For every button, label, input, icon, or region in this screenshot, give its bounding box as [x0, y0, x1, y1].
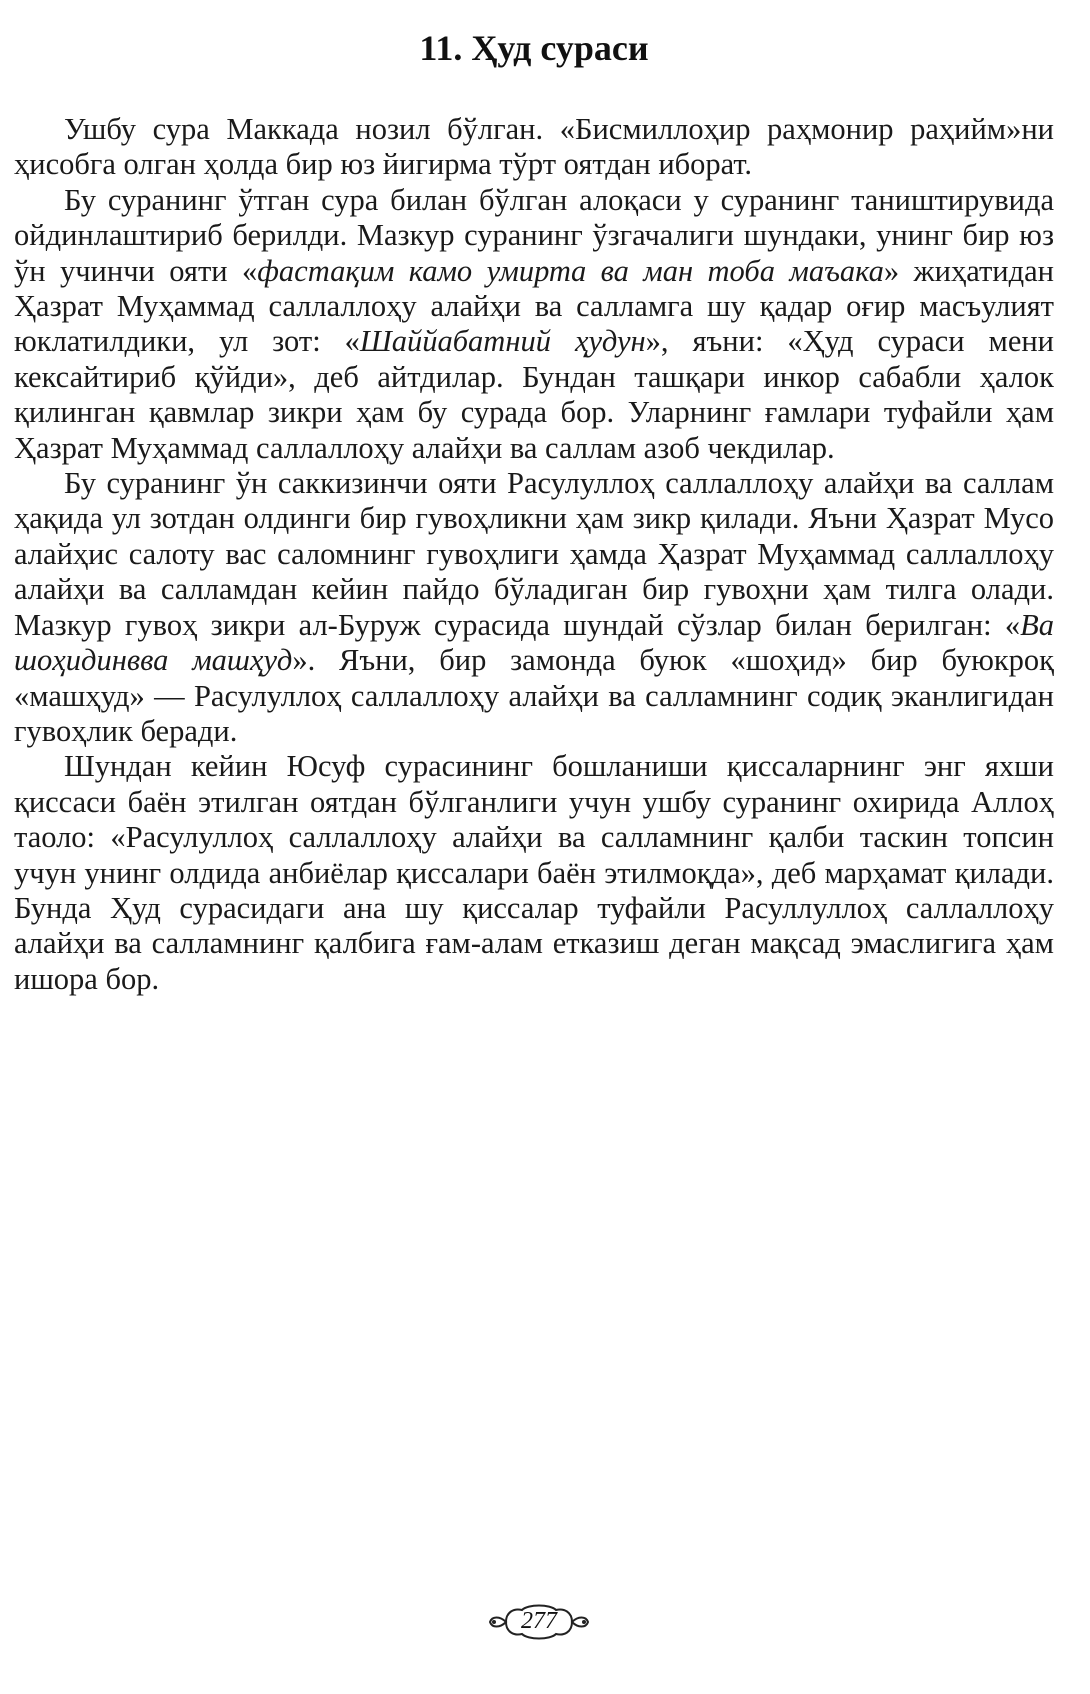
- text-segment: Шундан кейин Юсуф сурасининг бошланиши қиссаларнинг энг яхши қиссаси баён этилган оятдан бўлганлиги учун ушбу суранинг охирида Аллоҳ таоло: «Расулуллоҳ саллаллоҳу алайҳи ва салламнинг қалби таскин топсин учун унинг олдида анбиёлар қиссалари баён этилмоқда», деб марҳамат қилади. Бунда Ҳуд сурасидаги ана шу қиссалар туфайли Расуллуллоҳ саллаллоҳу алайҳи ва салламнинг қалбига ғам-алам етказиш деган мақсад эмаслигига ҳам ишора бор.: [14, 749, 1054, 996]
- page-footer: [14, 1602, 1054, 1642]
- italic-quote: Ва шоҳидинвва машҳуд: [14, 607, 1054, 678]
- text-segment: », яъни: «Ҳуд сураси мени кексайтириб қўйди», деб айтдилар. Бундан ташқари инкор сабабли ҳалок қилинган қавмлар зикри ҳам бу сурада бор. Уларнинг ғамлари туфайли ҳам Ҳазрат Муҳаммад саллаллоҳу алайҳи ва саллам азоб чекдилар.: [14, 324, 1055, 465]
- paragraph-2: [14, 183, 1054, 466]
- page-number: 277: [521, 1608, 557, 1634]
- body-text: [14, 112, 1054, 997]
- paragraph-3: [14, 466, 1054, 749]
- text-segment: Бу суранинг ўн саккизинчи ояти Расулуллоҳ саллаллоҳу алайҳи ва саллам ҳақида ул зотдан олдинги бир гувоҳликни ҳам зикр қилади. Яъни Ҳазрат Мусо алайҳис салоту вас саломнинг гувоҳлиги ҳамда Ҳазрат Муҳаммад саллаллоҳу алайҳи ва салламдан кейин пайдо бўладиган бир гувоҳни ҳам тилга олади. Мазкур гувоҳ зикри ал-Буруж сурасида шундай сўзлар билан берилган: «: [14, 466, 1054, 642]
- chapter-title: 11. Ҳуд сураси: [419, 28, 649, 68]
- text-segment: ». Яъни, бир замонда буюк «шоҳид» бир буюкроқ «машҳуд» — Расулуллоҳ саллаллоҳу алайҳи ва салламнинг содиқ эканлигидан гувоҳлик беради.: [14, 643, 1054, 748]
- paragraph-4: [14, 749, 1054, 997]
- text-segment: Бу суранинг ўтган сура билан бўлган алоқаси у суранинг таништирувида ойдинлаштириб берилди. Мазкур суранинг ўзгачалиги шундаки, унинг бир юз ўн учинчи ояти «: [14, 182, 1054, 288]
- text-segment: Ушбу сура Маккада нозил бўлган. «Бисмиллоҳир раҳмонир раҳийм»ни ҳисобга олган ҳолда бир юз йигирма тўрт оятдан иборат.: [14, 112, 1054, 182]
- text-segment: » жиҳатидан Ҳазрат Муҳаммад саллаллоҳу алайҳи ва салламга шу қадар оғир масъулият юклатилдики, ул зот: «: [14, 253, 1054, 359]
- paragraph-1: [14, 112, 1054, 183]
- italic-quote: Шаййабатний ҳудун: [359, 324, 646, 359]
- document-page: [14, 0, 1054, 1694]
- italic-quote: фастақим камо умиртa ва ман тоба маъака: [257, 253, 884, 288]
